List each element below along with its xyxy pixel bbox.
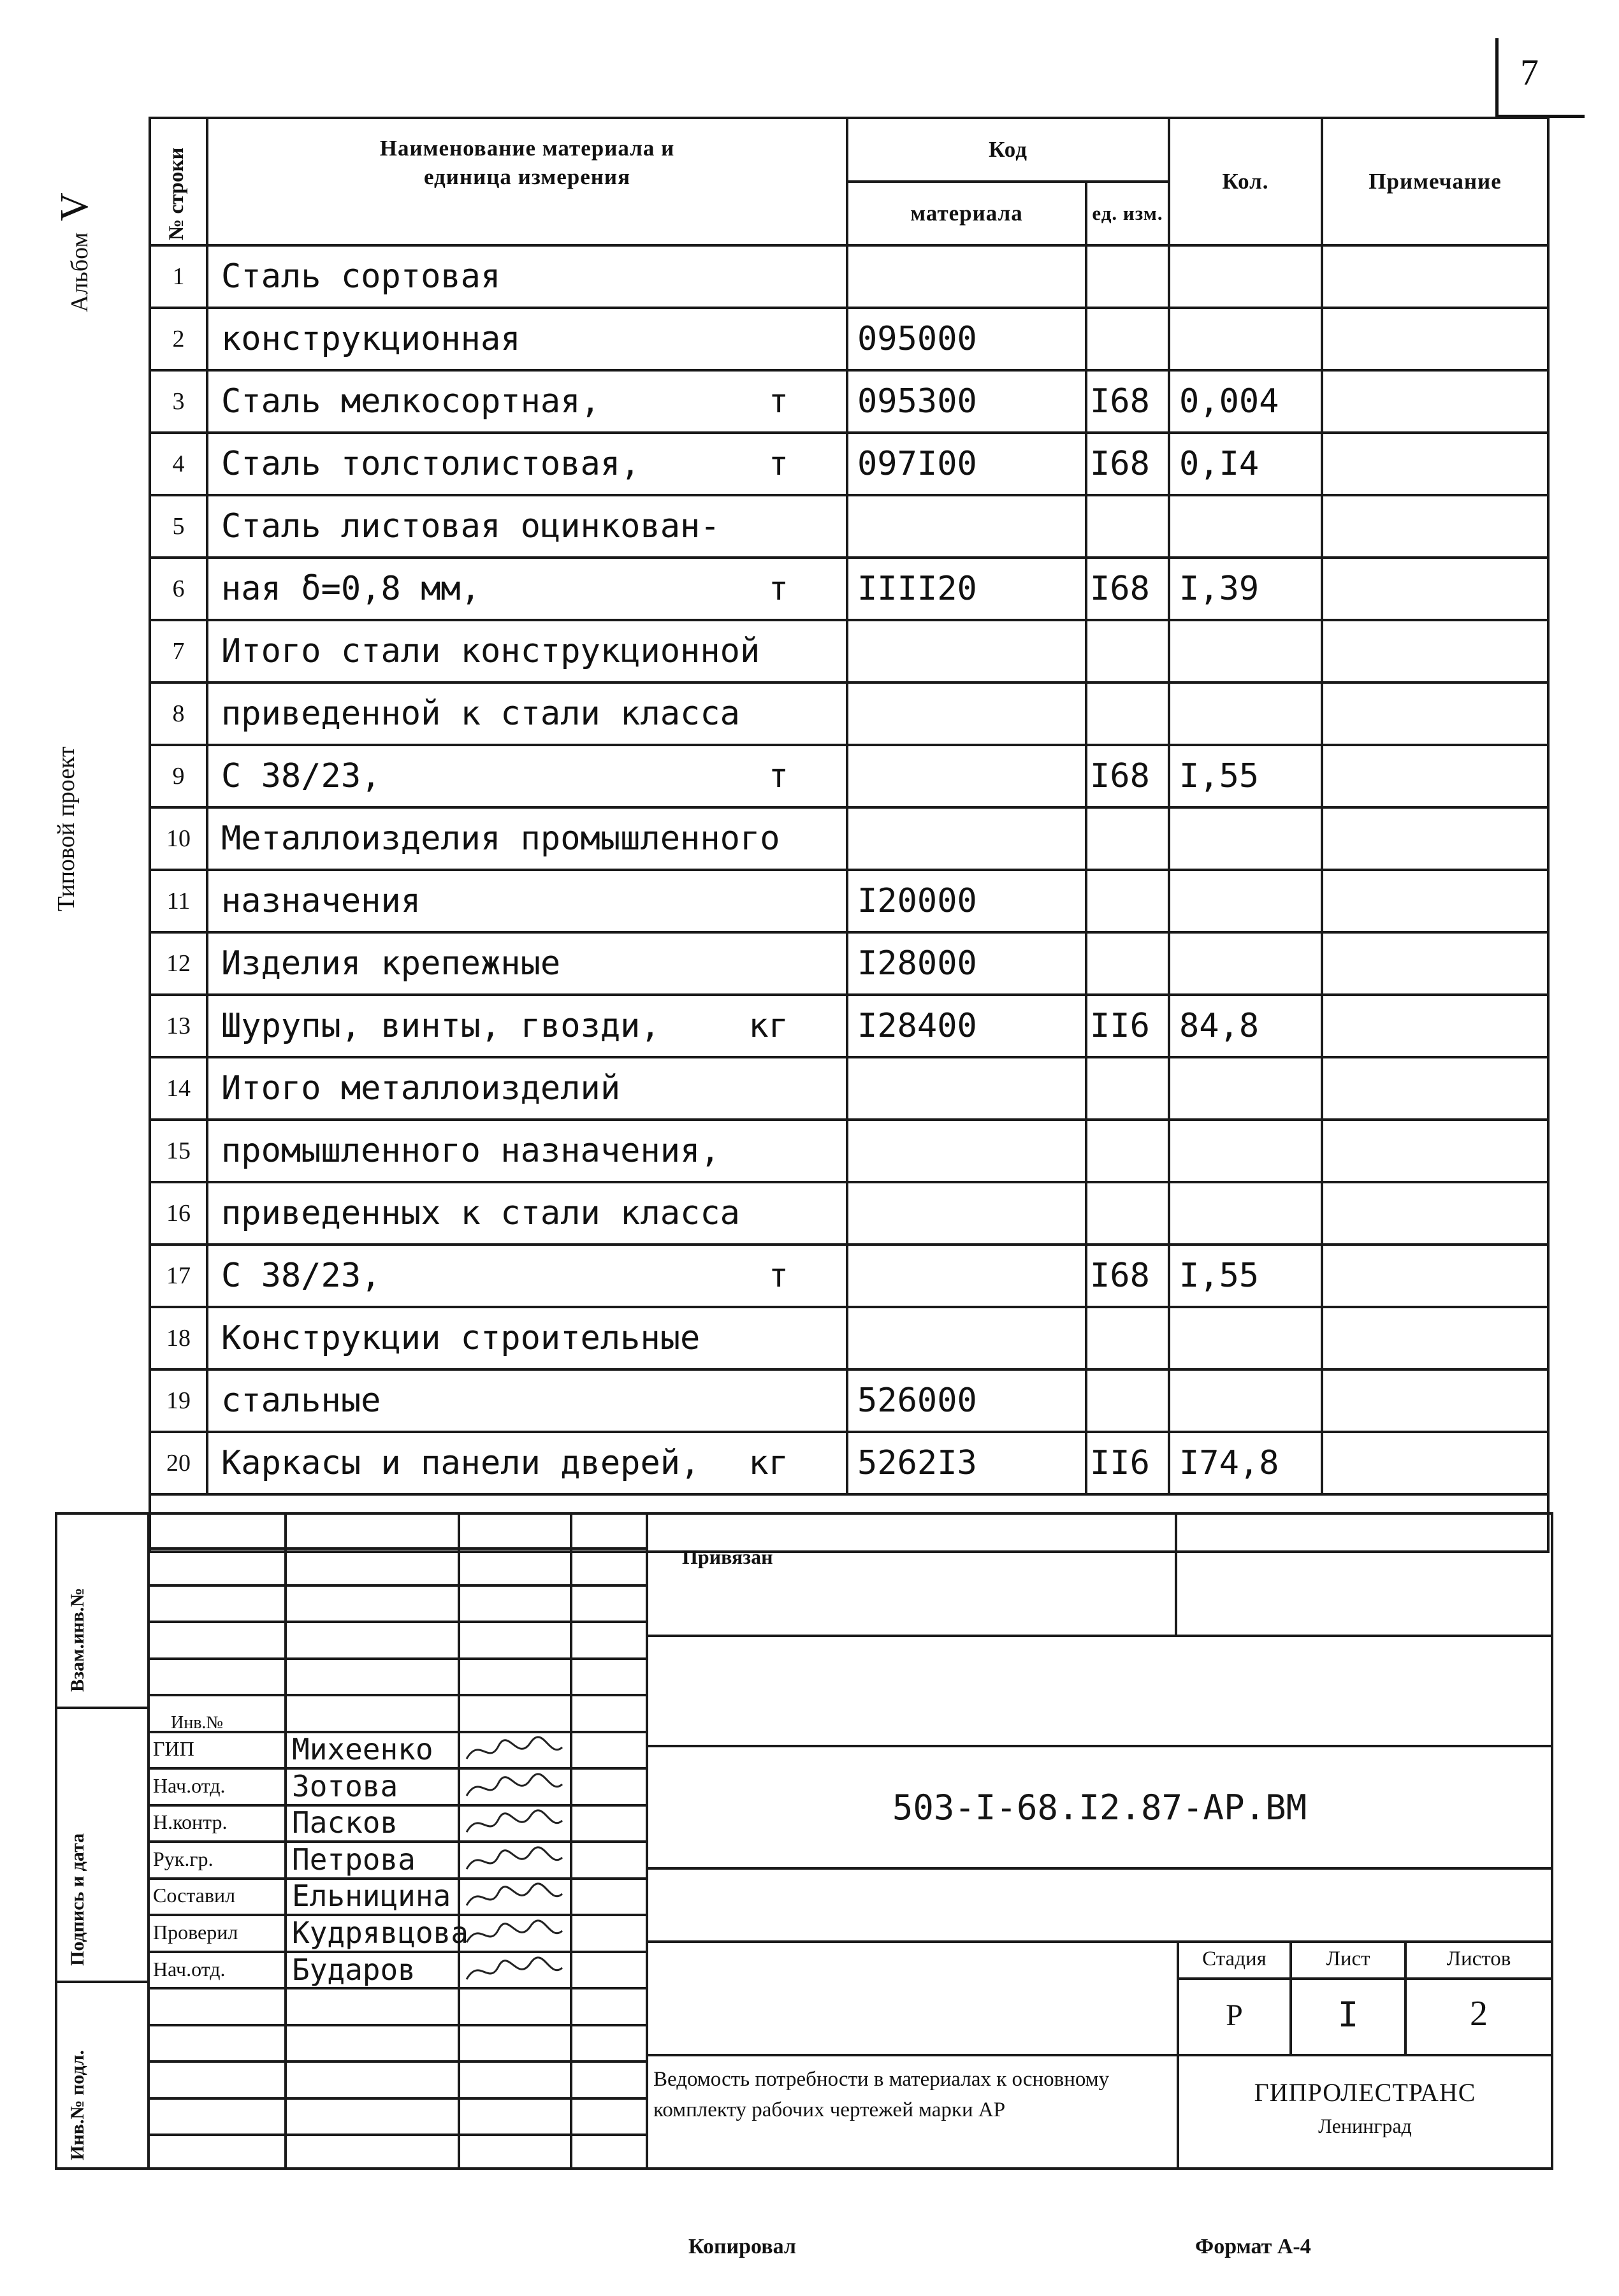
material-name-text: промышленного назначения, <box>221 1132 720 1170</box>
quantity: 84,8 <box>1169 995 1322 1057</box>
row-number: 18 <box>150 1307 207 1369</box>
material-name-text: приведенных к стали класса <box>221 1194 740 1232</box>
material-name-text: Сталь мелкосортная, <box>221 382 600 421</box>
signatory-name: Пасков <box>292 1805 398 1840</box>
unit-code: I68 <box>1086 370 1169 433</box>
row-number: 19 <box>150 1369 207 1432</box>
material-code: 095000 <box>847 308 1086 370</box>
signature-mark <box>460 1770 570 1806</box>
page-number: 7 <box>1520 52 1539 93</box>
signature-mark <box>460 1954 570 1989</box>
sheet-label: Лист <box>1326 1947 1370 1970</box>
signatory-name: Кудрявцова <box>292 1916 468 1950</box>
row-number: 1 <box>150 245 207 308</box>
row-number: 6 <box>150 558 207 620</box>
inv-replacement-label: Взам.инв.№ <box>67 1587 88 1692</box>
row-number: 16 <box>150 1182 207 1245</box>
document-description: Ведомость потребности в материалах к основному комплекту рабочих чертежей марки АР <box>653 2068 1110 2121</box>
signatory-role: Составил <box>153 1884 236 1907</box>
quantity: I,39 <box>1169 558 1322 620</box>
material-code: I28400 <box>847 995 1086 1057</box>
unit-text: кг <box>748 1444 788 1482</box>
row-number: 8 <box>150 682 207 745</box>
signatory-role: Проверил <box>153 1921 238 1944</box>
signatory-name: Михеенко <box>292 1732 433 1766</box>
material-code: IIII20 <box>847 558 1086 620</box>
inv-header: Инв.№ <box>171 1713 224 1733</box>
material-name-text: Изделия крепежные <box>221 944 561 983</box>
material-name-text: Итого металлоизделий <box>221 1069 621 1108</box>
row-number: 13 <box>150 995 207 1057</box>
unit-text: т <box>768 382 788 421</box>
quantity: I,55 <box>1169 745 1322 807</box>
material-code: I20000 <box>847 870 1086 932</box>
unit-text: т <box>768 1257 788 1295</box>
organization-name: ГИПРОЛЕСТРАНС <box>1254 2078 1476 2107</box>
material-code: I28000 <box>847 932 1086 995</box>
row-number: 11 <box>150 870 207 932</box>
header-code: Код <box>847 118 1169 182</box>
unit-text: т <box>768 570 788 608</box>
copied-by-label: Копировал <box>688 2235 796 2258</box>
unit-code: I68 <box>1086 433 1169 495</box>
unit-code: II6 <box>1086 995 1169 1057</box>
row-number: 2 <box>150 308 207 370</box>
quantity: I74,8 <box>1169 1432 1322 1494</box>
material-name-text: назначения <box>221 882 421 920</box>
sheets-label: Листов <box>1446 1947 1511 1970</box>
signature-mark <box>460 1844 570 1879</box>
sheet-value: I <box>1337 1995 1359 2035</box>
stage-value: Р <box>1226 1998 1243 2032</box>
material-name-text: Металлоизделия промышленного <box>221 819 780 858</box>
signatory-role: Н.контр. <box>153 1810 228 1833</box>
material-name-text: стальные <box>221 1382 381 1420</box>
material-code: 5262I3 <box>847 1432 1086 1494</box>
signature-date-label: Подпись и дата <box>67 1833 88 1966</box>
material-name-text: С 38/23, <box>221 1257 381 1295</box>
row-number: 14 <box>150 1057 207 1120</box>
material-name-text: Итого стали конструкционной <box>221 632 760 670</box>
row-number: 4 <box>150 433 207 495</box>
sheets-value: 2 <box>1470 1994 1488 2033</box>
signature-mark <box>460 1917 570 1953</box>
original-inv-label: Инв.№ подл. <box>67 2050 88 2160</box>
signatory-name: Зотова <box>292 1769 398 1803</box>
signatory-role: Нач.отд. <box>153 1774 226 1797</box>
row-number: 10 <box>150 807 207 870</box>
signatory-name: Петрова <box>292 1842 416 1877</box>
material-code: 095300 <box>847 370 1086 433</box>
unit-code: I68 <box>1086 558 1169 620</box>
signature-mark <box>460 1880 570 1916</box>
signatory-name: Бударов <box>292 1953 416 1987</box>
unit-text: т <box>768 757 788 795</box>
header-name: Наименование материала и единица измерения <box>207 118 847 245</box>
signature-mark <box>460 1733 570 1769</box>
format-label: Формат А-4 <box>1195 2235 1311 2258</box>
signatory-role: ГИП <box>153 1737 194 1760</box>
album-numeral: V <box>53 192 96 222</box>
material-name-text: Конструкции строительные <box>221 1319 701 1357</box>
row-number: 3 <box>150 370 207 433</box>
material-name-text: Каркасы и панели дверей, <box>221 1444 701 1482</box>
row-number: 15 <box>150 1120 207 1182</box>
organization-city: Ленинград <box>1318 2114 1412 2137</box>
material-name-text: приведенной к стали класса <box>221 695 740 733</box>
material-name-text: Сталь сортовая <box>221 257 501 296</box>
signatory-role: Рук.гр. <box>153 1847 214 1870</box>
quantity: 0,I4 <box>1169 433 1322 495</box>
material-name-text: конструкционная <box>221 320 521 358</box>
unit-text: кг <box>748 1007 788 1045</box>
row-number: 5 <box>150 495 207 558</box>
material-name-text: Сталь толстолистовая, <box>221 445 641 483</box>
material-name-text: Шурупы, винты, гвозди, <box>221 1007 660 1045</box>
album-label: Альбом V <box>53 192 96 312</box>
unit-code: I68 <box>1086 1245 1169 1307</box>
material-name-text: С 38/23, <box>221 757 381 795</box>
header-qty: Кол. <box>1169 118 1322 245</box>
document-code: 503-I-68.I2.87-АР.ВМ <box>892 1787 1307 1828</box>
attached-label: Привязан <box>682 1545 773 1568</box>
unit-code: II6 <box>1086 1432 1169 1494</box>
unit-text: т <box>768 445 788 483</box>
header-code-unit: ед. изм. <box>1086 182 1169 245</box>
row-number: 7 <box>150 620 207 682</box>
signatory-name: Ельницина <box>292 1879 451 1913</box>
header-row-no: № строки <box>150 118 207 245</box>
row-number: 9 <box>150 745 207 807</box>
header-code-material: материала <box>847 182 1086 245</box>
header-note: Примечание <box>1322 118 1548 245</box>
unit-code: I68 <box>1086 745 1169 807</box>
signature-mark <box>460 1807 570 1842</box>
project-label: Типовой проект <box>53 746 80 911</box>
signatory-role: Нач.отд. <box>153 1958 226 1981</box>
quantity: 0,004 <box>1169 370 1322 433</box>
row-number: 12 <box>150 932 207 995</box>
row-number: 20 <box>150 1432 207 1494</box>
material-code: 526000 <box>847 1369 1086 1432</box>
material-name-text: ная δ=0,8 мм, <box>221 570 481 608</box>
quantity: I,55 <box>1169 1245 1322 1307</box>
stage-label: Стадия <box>1202 1947 1267 1970</box>
row-number: 17 <box>150 1245 207 1307</box>
material-name-text: Сталь листовая оцинкован- <box>221 507 720 545</box>
material-code: 097I00 <box>847 433 1086 495</box>
